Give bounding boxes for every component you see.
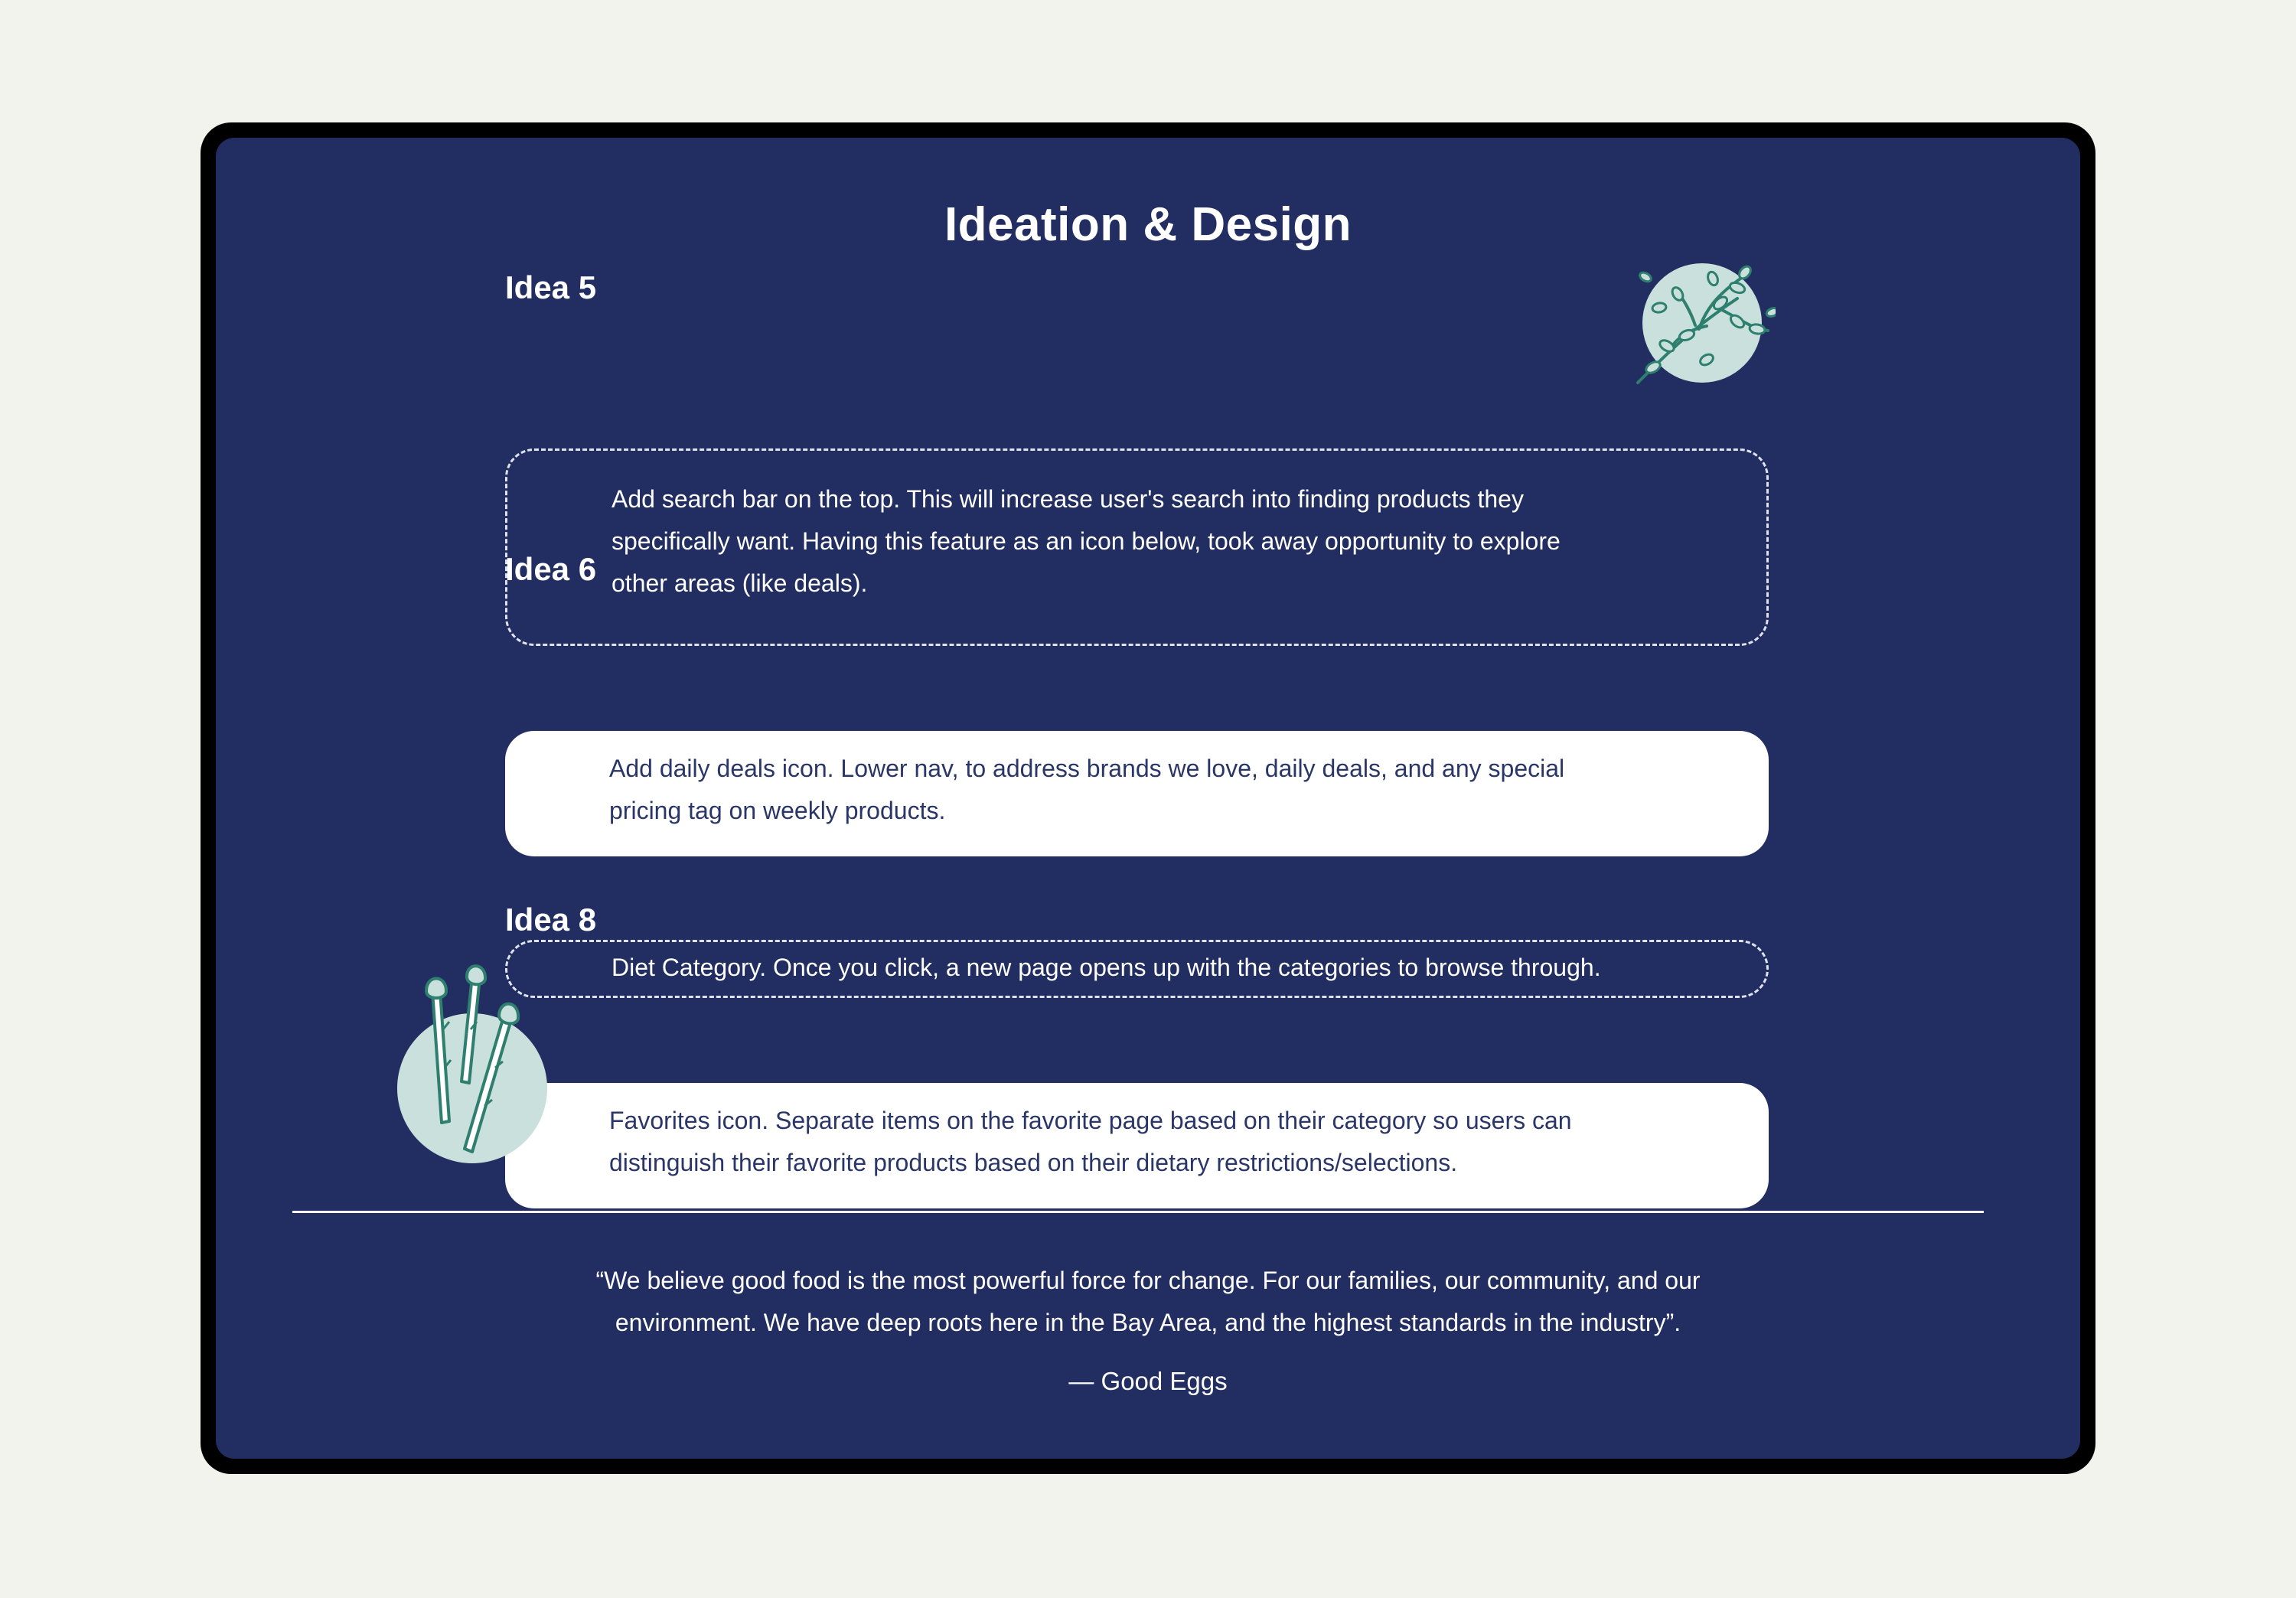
quote-attribution: — Good Eggs [1068, 1367, 1228, 1395]
idea-7-heading: Idea 7 [505, 762, 597, 798]
idea-5-card [505, 448, 1769, 646]
idea-6-text: Add daily deals icon. Lower nav, to address brands we love, daily deals, and any special pricing tag on weekly products. [609, 755, 1565, 824]
idea-6-heading: Idea 6 [505, 551, 597, 587]
section-divider [292, 1211, 1984, 1213]
content-panel [216, 138, 2080, 1459]
idea-7-card [505, 940, 1769, 998]
device-frame [201, 122, 2095, 1474]
company-quote: “We believe good food is the most powerful force for change. For our families, our community, and our environment. We have deep roots here in the Bay Area, and the highest standards in the industry”. [595, 1267, 1701, 1336]
idea-8-text: Favorites icon. Separate items on the favorite page based on their category so users can distinguish their favorite products based on their dietary restrictions/selections. [609, 1107, 1572, 1176]
section-title: Ideation & Design [944, 198, 1352, 251]
idea-7-text: Diet Category. Once you click, a new page opens up with the categories to browse through. [612, 954, 1601, 981]
idea-6-card [505, 731, 1769, 856]
herb-sprig-icon [1623, 245, 1776, 398]
idea-5-text: Add search bar on the top. This will increase user's search into finding products they specifically want. Having this feature as an icon below, took away opportunity to explore other areas (like deals). [612, 485, 1561, 597]
idea-8-card [505, 1083, 1769, 1208]
idea-5-heading: Idea 5 [505, 269, 597, 305]
asparagus-icon [396, 960, 572, 1167]
idea-8-heading: Idea 8 [505, 902, 597, 938]
